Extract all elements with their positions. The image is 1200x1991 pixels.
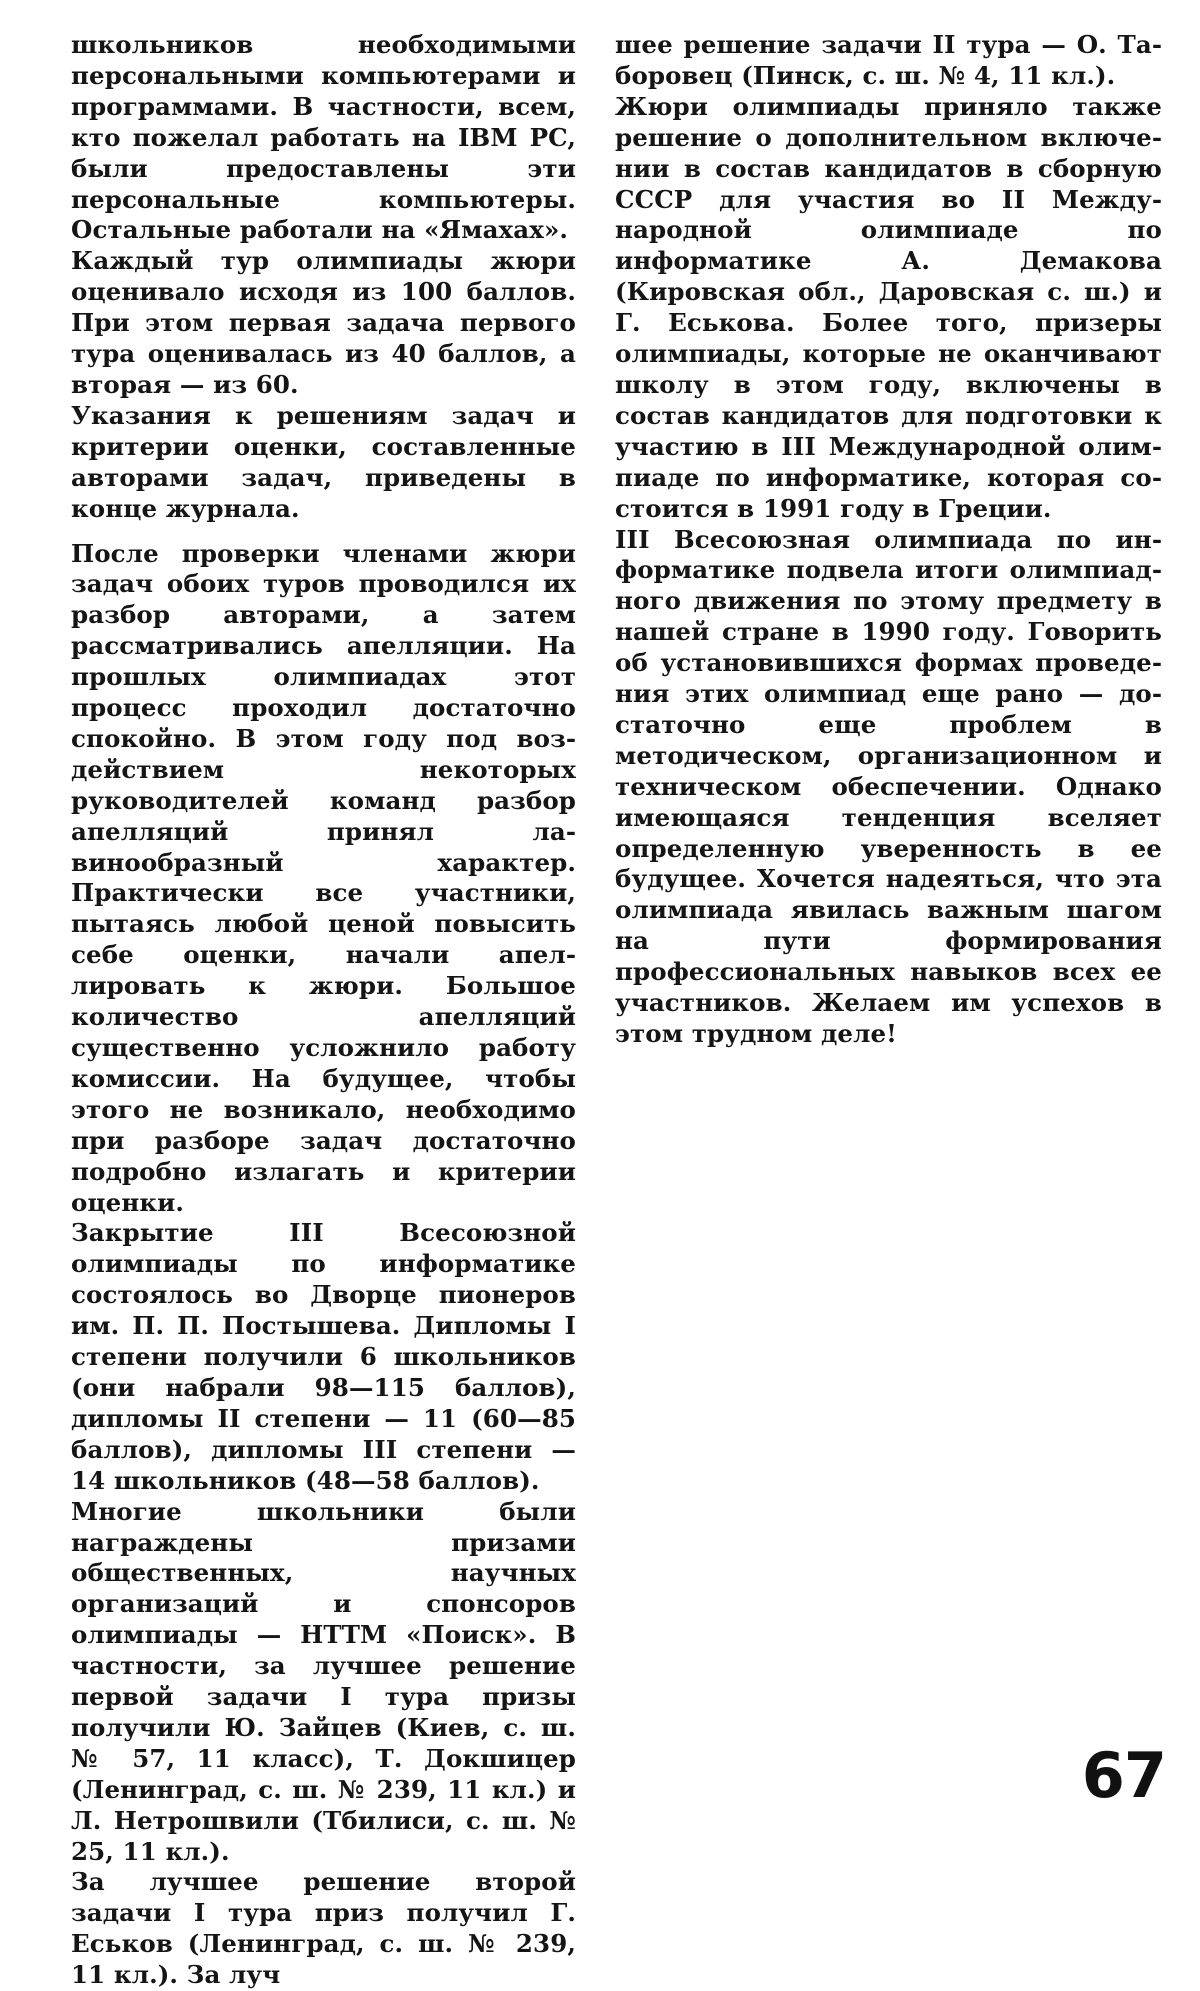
paragraph-closing-ceremony: Закрытие III Всесоюзной олимпиады по информатике состоялось во Дворце пионеров им. П. П. Постышева. Дипломы I степени получили 6 школьников (они набрали 98—115 баллов), дипломы II степени — 11 (60—85 баллов), дипломы III степени — 14 школьников (48—58 баллов). <box>71 1218 576 1495</box>
paragraph-prizes-first-task: Многие школьники были награждены призами общественных, научных организаций и спонсоров олимпиады — НТТМ «Поиск». В частности, за лучшее решение первой задачи I тура призы получили Ю. Зайцев (Киев, с. ш. № 57, 11 класс), Т. Докшицер (Ленинград, с. ш. № 239, 11 кл.) и Л. Нетрошвили (Тбилиси, с. ш. № 25, 11 кл.). <box>71 1496 576 1866</box>
paragraph-conclusion: III Всесоюзная олимпиада по информатике подвела итоги олимпиадного движения по этому предмету в нашей стране в 1990 году. Говорить об установившихся формах проведения этих олимпиад еще рано — достаточно еще проблем в методическом, организационном и техническом обеспечении. Однако имеющаяся тенденция вселяет определенную уверенность в ее будущее. Хочется надеяться, что эта олимпиада явилась важным шагом на пути формирования профессиональных навыков всех ее участников. Желаем им успехов в этом трудном деле! <box>615 524 1162 1048</box>
paragraph-workstations: школьников необходимыми персональными компьютерами и программами. В частности, всем, кто пожелал работать на IBM PC, были предоставлены эти персональные компьютеры. Остальные работали на «Ямахах». <box>71 30 576 245</box>
page-number: 67 <box>1081 1739 1166 1812</box>
paragraph-appeals: После проверки членами жюри задач обоих туров проводился их разбор авторами, а затем рассматривались апелляции. На прошлых олимпиадах этот процесс проходил достаточно спокойно. В этом году под воздействием некоторых руководителей команд разбор апелляций принял лавинообразный характер. Практически все участники, пытаясь любой ценой повысить себе оценки, начали апеллировать к жюри. Большое количество апелляций существенно усложнило работу комиссии. На будущее, чтобы этого не возникало, необходимо при разборе задач достаточно подробно излагать и критерии оценки. <box>71 538 576 1217</box>
paragraph-solution-notes: Указания к решениям задач и критерии оценки, составленные авторами задач, приведены в конце журнала. <box>71 400 576 523</box>
right-text-column <box>615 30 1162 1050</box>
paragraph-second-round-prize: шее решение задачи II тура — О. Таборовец (Пинск, с. ш. № 4, 11 кл.). <box>615 30 1162 90</box>
left-text-column <box>71 30 576 1991</box>
paragraph-team-candidates: Жюри олимпиады приняло также решение о дополнительном включении в состав кандидатов в сборную СССР для участия во II Международной олимпиаде по информатике А. Демакова (Кировская обл., Даровская с. ш.) и Г. Еськова. Более того, призеры олимпиады, которые не оканчивают школу в этом году, включены в состав кандидатов для подготовки к участию в III Международной олимпиаде по информатике, которая состоится в 1991 году в Греции. <box>615 91 1162 523</box>
paragraph-prizes-second-task: За лучшее решение второй задачи I тура приз получил Г. Еськов (Ленинград, с. ш. № 239, 11 кл.). За луч <box>71 1867 576 1990</box>
paragraph-scoring: Каждый тур олимпиады жюри оценивало исходя из 100 баллов. При этом первая задача первого тура оценивалась из 40 баллов, а вторая — из 60. <box>71 246 576 399</box>
